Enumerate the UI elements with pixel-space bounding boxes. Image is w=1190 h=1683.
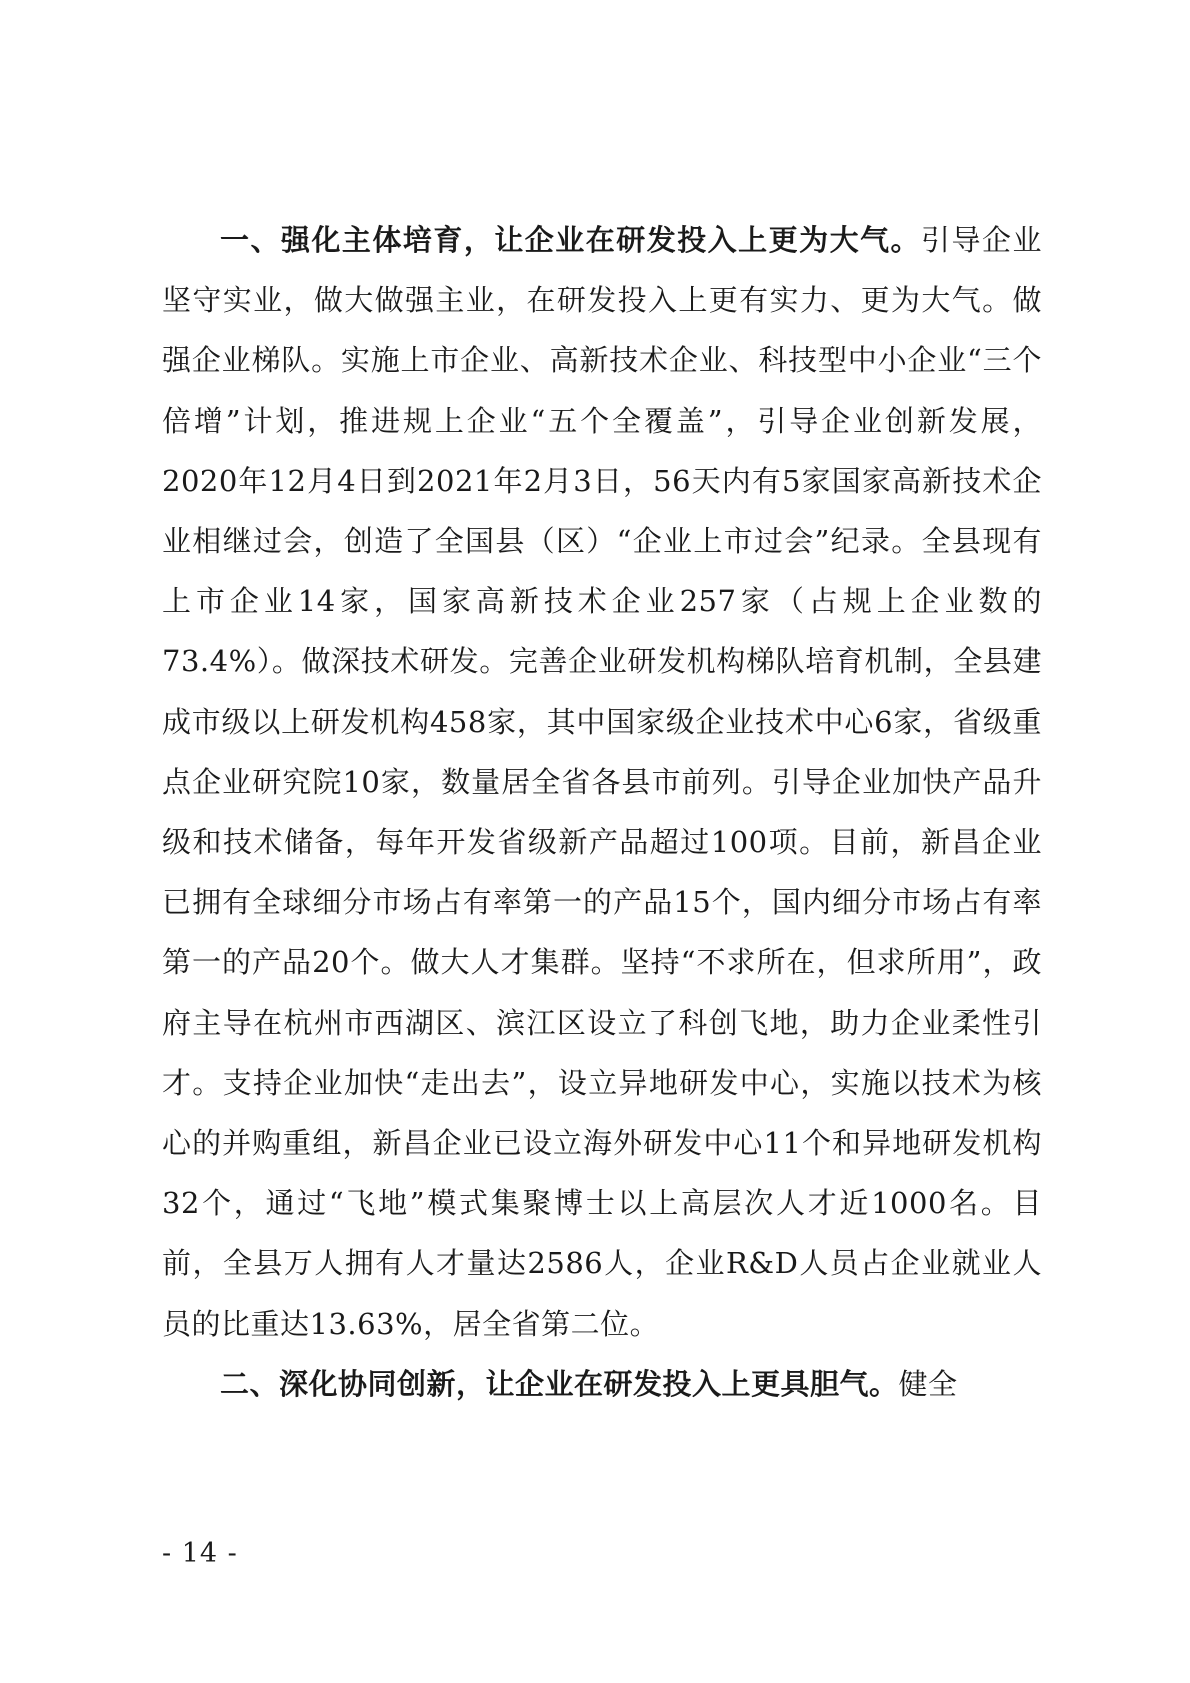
page-number: - 14 - xyxy=(162,1538,238,1569)
paragraph-2 xyxy=(162,1354,1042,1414)
paragraph-2-body: 健全 xyxy=(898,1366,958,1401)
paragraph-2-heading: 二、深化协同创新，让企业在研发投入上更具胆气。 xyxy=(220,1366,899,1401)
paragraph-1-body: 引导企业坚守实业，做大做强主业，在研发投入上更有实力、更为大气。做强企业梯队。实施上市企业、高新技术企业、科技型中小企业“三个倍增”计划，推进规上企业“五个全覆盖”，引导企业创新发展，2020年12月4日到2021年2月3日，56天内有5家国家高新技术企业相继过会，创造了全国县（区）“企业上市过会”纪录。全县现有上市企业14家，国家高新技术企业257家（占规上企业数的73.4%）。做深技术研发。完善企业研发机构梯队培育机制，全县建成市级以上研发机构458家，其中国家级企业技术中心6家，省级重点企业研究院10家，数量居全省各县市前列。引导企业加快产品升级和技术储备，每年开发省级新产品超过100项。目前，新昌企业已拥有全球细分市场占有率第一的产品15个，国内细分市场占有率第一的产品20个。做大人才集群。坚持“不求所在，但求所用”，政府主导在杭州市西湖区、滨江区设立了科创飞地，助力企业柔性引才。支持企业加快“走出去”，设立异地研发中心，实施以技术为核心的并购重组，新昌企业已设立海外研发中心11个和异地研发机构32个，通过“飞地”模式集聚博士以上高层次人才近1000名。目前，全县万人拥有人才量达2586人，企业R&D人员占企业就业人员的比重达13.63%，居全省第二位。 xyxy=(162,223,1042,1341)
document-body xyxy=(162,210,1042,1414)
paragraph-1 xyxy=(162,210,1042,1354)
paragraph-1-heading: 一、强化主体培育，让企业在研发投入上更为大气。 xyxy=(220,223,922,257)
